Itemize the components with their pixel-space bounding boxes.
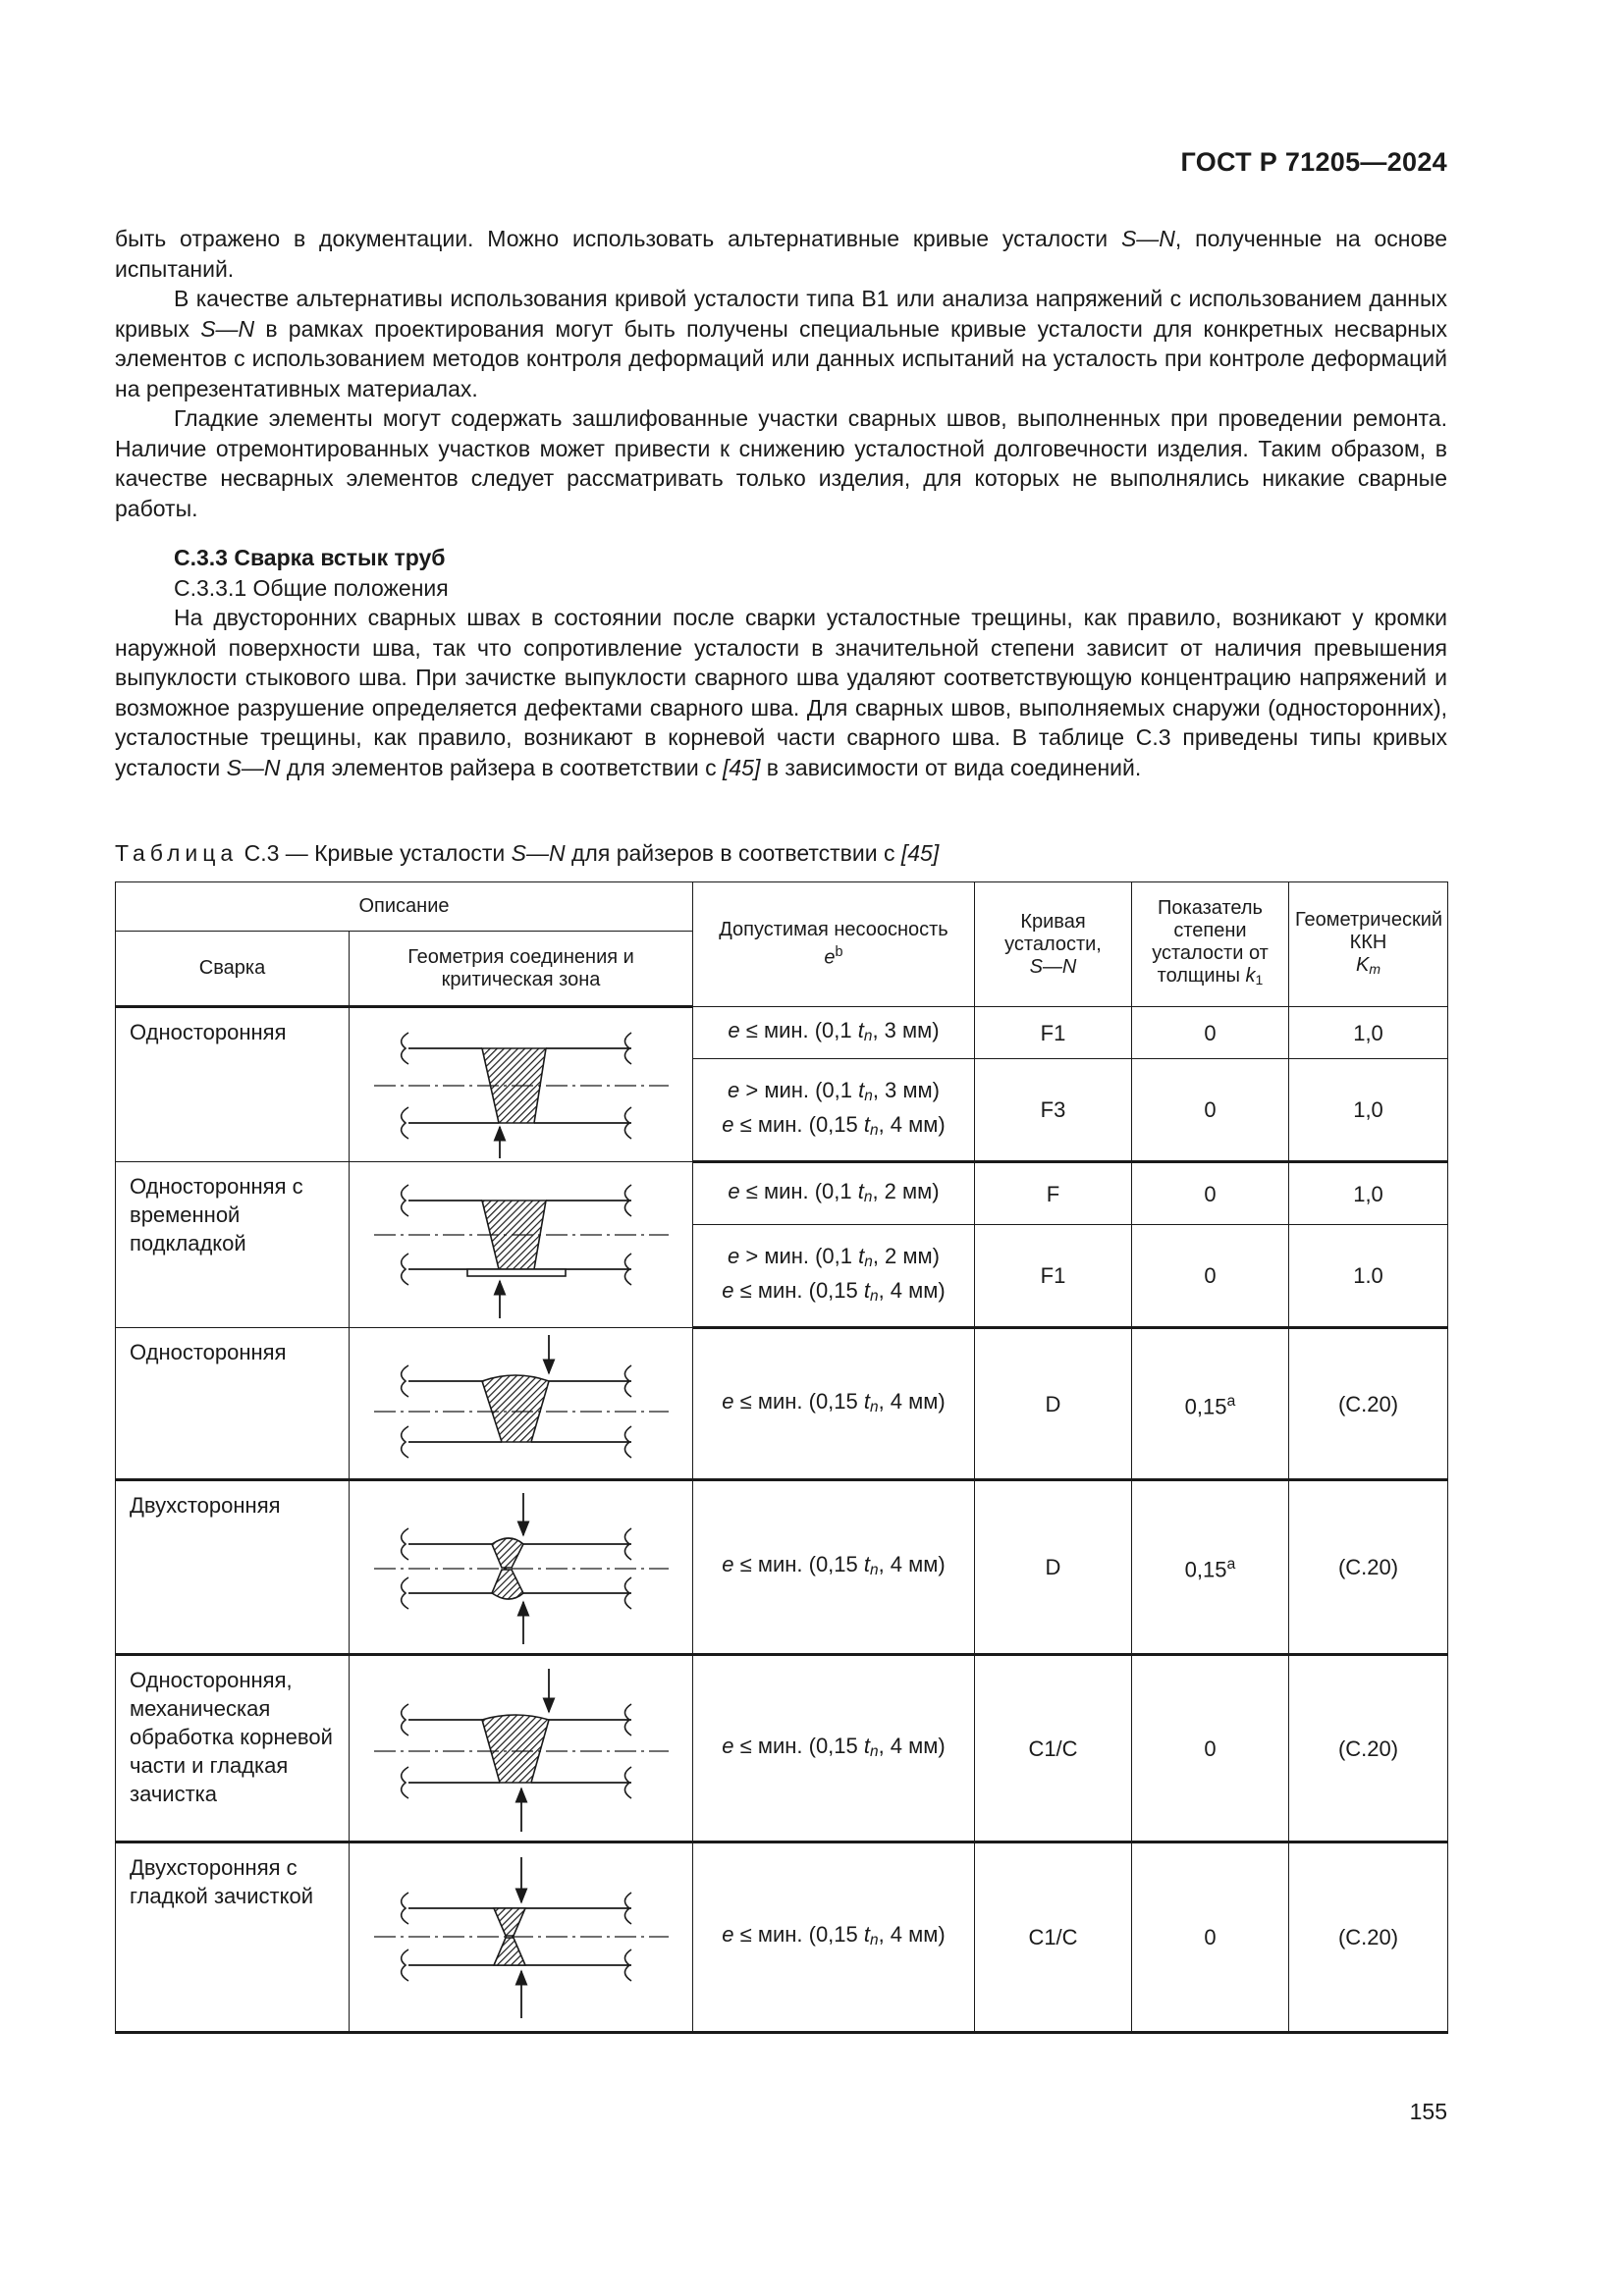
table-caption: Таблица С.3 — Кривые усталости S—N для райзеров в соответствии с [45] bbox=[115, 840, 940, 866]
header-fatigue-curve: Кривая усталости, S—N bbox=[975, 882, 1132, 1007]
exponent-2a: 0 bbox=[1132, 1162, 1289, 1225]
misalignment-2b: e > мин. (0,1 $t_n$, 2 мм) e ≤ мин. (0,15 $t_n$, 4 мм) bbox=[693, 1225, 975, 1328]
machined-root-ground-weld-icon bbox=[350, 1655, 693, 1842]
misalignment-6: e ≤ мин. (0,15 $t_n$, 4 мм) bbox=[693, 1842, 975, 2033]
exponent-2b: 0 bbox=[1132, 1225, 1289, 1328]
paragraph-4: На двусторонних сварных швах в состоянии после сварки усталостные трещины, как правило, возникают у кромки наружной поверхности шва, так что сопротивление усталости в значительной степени зависит от наличия превышения выпуклости стыкового шва. При зачистке выпуклости сварного шва удаляют соответствующую концентрацию напряжений и возможное разрушение определяется дефектами сварного шва. Для сварных швов, выполняемых снаружи (односторонних), усталостные трещины, как правило, возникают в корневой части сварного шва. В таблице С.3 приведены типы кривых усталости S—N для элементов райзера в соответствии с [45] в зависимости от вида соединений. bbox=[115, 605, 1447, 780]
welding-type-2: Односторонняя с временной подкладкой bbox=[116, 1162, 350, 1328]
header-misalignment: Допустимая несоосность $e^b$ bbox=[693, 882, 975, 1007]
fatigue-curve-1b: F3 bbox=[975, 1059, 1132, 1162]
exponent-1b: 0 bbox=[1132, 1059, 1289, 1162]
paragraph-1: быть отражено в документации. Можно использовать альтернативные кривые усталости S—N, полученные на основе испытаний. bbox=[115, 226, 1447, 282]
misalignment-5: e ≤ мин. (0,15 $t_n$, 4 мм) bbox=[693, 1655, 975, 1842]
header-scf: Геометрический ККН $K_m$ bbox=[1289, 882, 1448, 1007]
subsection-heading: С.3.3.1 Общие положения bbox=[174, 574, 449, 601]
document-header: ГОСТ Р 71205—2024 bbox=[1180, 147, 1447, 177]
sn-curves-table bbox=[115, 881, 1448, 2034]
single-sided-weld-cap-critical-icon bbox=[350, 1328, 693, 1480]
welding-type-1: Односторонняя bbox=[116, 1007, 350, 1162]
butt-weld-with-backing-strip-icon bbox=[350, 1162, 693, 1328]
body-text bbox=[115, 224, 1447, 782]
paragraph-3: Гладкие элементы могут содержать зашлифованные участки сварных швов, выполненных при проведении ремонта. Наличие отремонтированных участков может привести к снижению усталостной долговечности изделия. Таким образом, в качестве несварных элементов следует рассматривать только изделия, для которых не выполнялись никакие сварные работы. bbox=[115, 405, 1447, 521]
welding-type-5: Односторонняя, механическая обработка корневой части и гладкая зачистка bbox=[116, 1655, 350, 1842]
scf-2b: 1.0 bbox=[1289, 1225, 1448, 1328]
misalignment-4: e ≤ мин. (0,15 $t_n$, 4 мм) bbox=[693, 1480, 975, 1655]
scf-1b: 1,0 bbox=[1289, 1059, 1448, 1162]
exponent-4: 0,15$^a$ bbox=[1132, 1480, 1289, 1655]
misalignment-3: e ≤ мин. (0,15 $t_n$, 4 мм) bbox=[693, 1328, 975, 1480]
exponent-5: 0 bbox=[1132, 1655, 1289, 1842]
page-number: 155 bbox=[1409, 2099, 1447, 2124]
paragraph-2: В качестве альтернативы использования кривой усталости типа В1 или анализа напряжений с использованием данных кривых S—N в рамках проектирования могут быть получены специальные кривые усталости для конкретных несварных элементов с использованием методов контроля деформаций или данных испытаний на усталость при контроле деформаций на репрезентативных материалах. bbox=[115, 286, 1447, 401]
scf-4: (С.20) bbox=[1289, 1480, 1448, 1655]
fatigue-curve-1a: F1 bbox=[975, 1007, 1132, 1059]
misalignment-text: ≤ мин. (0,1 bbox=[739, 1017, 858, 1042]
scf-1a: 1,0 bbox=[1289, 1007, 1448, 1059]
misalignment-2a: e ≤ мин. (0,1 $t_n$, 2 мм) bbox=[693, 1162, 975, 1225]
exponent-1a: 0 bbox=[1132, 1007, 1289, 1059]
header-thickness-exponent: Показатель степени усталости от толщины $k_1$ bbox=[1132, 882, 1289, 1007]
scf-5: (С.20) bbox=[1289, 1655, 1448, 1842]
header-geometry: Геометрия соединения и критическая зона bbox=[350, 932, 693, 1007]
exponent-3: 0,15$^a$ bbox=[1132, 1328, 1289, 1480]
double-sided-ground-weld-icon bbox=[350, 1842, 693, 2033]
scf-3: (С.20) bbox=[1289, 1328, 1448, 1480]
fatigue-curve-5: С1/С bbox=[975, 1655, 1132, 1842]
section-heading: С.3.3 Сварка встык труб bbox=[174, 545, 446, 570]
misalignment-1b: e > мин. (0,1 $t_n$, 3 мм) e ≤ мин. (0,15 $t_n$, 4 мм) bbox=[693, 1059, 975, 1162]
header-description: Описание bbox=[116, 882, 693, 932]
fatigue-curve-3: D bbox=[975, 1328, 1132, 1480]
header-welding: Сварка bbox=[116, 932, 350, 1007]
double-sided-butt-weld-icon bbox=[350, 1480, 693, 1655]
welding-type-4: Двухсторонняя bbox=[116, 1480, 350, 1655]
misalignment-1a: e ≤ мин. (0,1 $t_n$, 3 мм) bbox=[693, 1007, 975, 1059]
welding-type-6: Двухсторонняя с гладкой зачисткой bbox=[116, 1842, 350, 2033]
fatigue-curve-2b: F1 bbox=[975, 1225, 1132, 1328]
scf-2a: 1,0 bbox=[1289, 1162, 1448, 1225]
fatigue-curve-6: С1/С bbox=[975, 1842, 1132, 2033]
exponent-6: 0 bbox=[1132, 1842, 1289, 2033]
fatigue-curve-2a: F bbox=[975, 1162, 1132, 1225]
fatigue-curve-4: D bbox=[975, 1480, 1132, 1655]
scf-6: (С.20) bbox=[1289, 1842, 1448, 2033]
single-sided-butt-weld-icon bbox=[350, 1007, 693, 1162]
welding-type-3: Односторонняя bbox=[116, 1328, 350, 1480]
